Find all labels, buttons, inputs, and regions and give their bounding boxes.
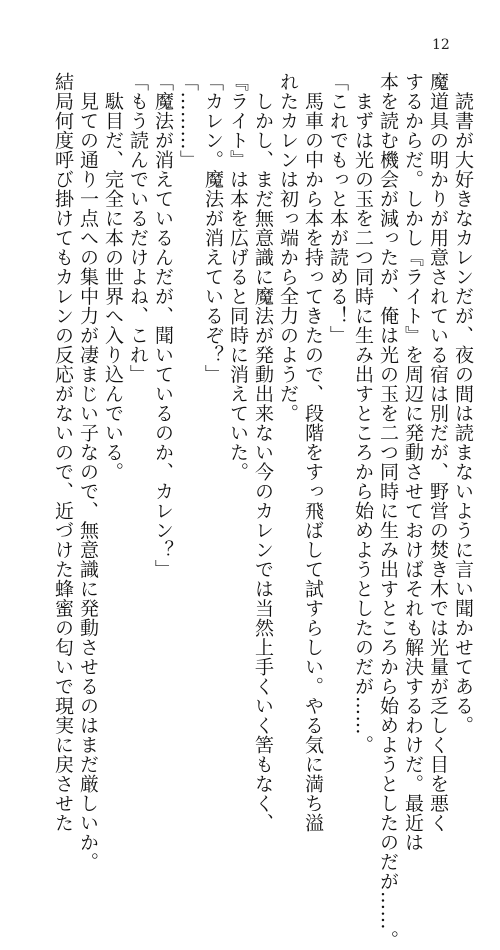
text-line: れたカレンは初っ端から全力のようだ。 (277, 72, 299, 423)
text-line: 駄目だ、完全に本の世界へ入り込んでいる。 (102, 72, 124, 482)
text-line: 「………」 (177, 72, 199, 170)
text-line: 馬車の中から本を持ってきたので、段階をすっ飛ばして試すらしい。やる気に満ち溢 (302, 72, 324, 833)
text-line: 魔道具の明かりが用意されている宿は別だが、野営の焚き木では光量が乏しく目を悪く (427, 72, 449, 833)
text-line: 『ライト』は本を広げると同時に消えていた。 (227, 72, 249, 482)
text-line: 「カレン。魔法が消えているぞ？」 (202, 72, 224, 384)
text-line: 結局何度呼び掛けてもカレンの反応がないので、近づけた蜂蜜の匂いで現実に戻させた (52, 72, 74, 833)
text-line: 「もう読んでいるだけよね、これ」 (127, 72, 149, 384)
text-line: 「これでもっと本が読める！」 (327, 72, 349, 345)
text-line: 本を読む機会が減ったが、俺は光の玉を二つ同時に生み出すところから始めようとしたのだが……。 (377, 72, 399, 950)
text-line: 「魔法が消えているんだが、聞いているのか、カレン？」 (152, 72, 174, 579)
text-line: 読書が大好きなカレンだが、夜の間は読まないように言い聞かせてある。 (452, 72, 474, 735)
page-number: 12 (432, 37, 450, 53)
text-line: まずは光の玉を二つ同時に生み出すところから始めようとしたのだが……。 (352, 72, 374, 755)
text-line: しかし、まだ無意識に魔法が発動出来ない今のカレンでは当然上手くいく筈もなく、 (252, 72, 274, 833)
text-line: 見ての通り一点への集中力が凄まじい子なので、無意識に発動させるのはまだ厳しいか。 (77, 72, 99, 872)
text-line: するからだ。しかし『ライト』を周辺に発動させておけばそれも解決するわけだ。最近は (402, 72, 424, 852)
vertical-text-body (50, 72, 475, 950)
